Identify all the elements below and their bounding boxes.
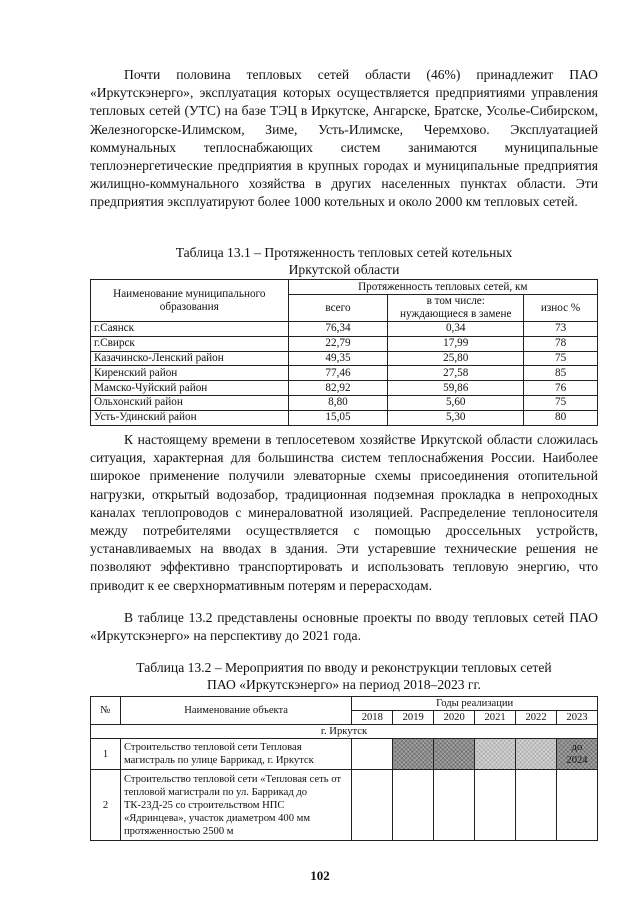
row-year-cell-2021 xyxy=(475,770,516,841)
paragraph-heat-networks-ownership: Почти половина тепловых сетей области (46%) принадлежит ПАО «Иркутскэнерго», эксплуатация которых осуществляется предприятиями управления тепловых сетей (УТС) на базе ТЭЦ в Иркутске, Ангарске, Братске, Усолье-Сибирском, Железногорске-Илимском, Зиме, Усть-Илимске, Черемхово. Эксплуатацией коммунальных теплоснабжающих систем занимаются муниципальные теплоэнергетические предприятия в крупных городах и муниципальные предприятия жилищно-коммунального хозяйства в других населенных пунктах области. Эти предприятия эксплуатируют более 1000 котельных и около 2000 км тепловых сетей. xyxy=(90,67,598,210)
row-total: 15,05 xyxy=(288,410,388,425)
table-row xyxy=(91,336,598,351)
table1-caption xyxy=(90,244,598,278)
row-name: Усть-Удинский район xyxy=(91,410,289,425)
row-replace: 0,34 xyxy=(388,322,524,337)
row-year-cell-2019 xyxy=(393,770,434,841)
row-total: 77,46 xyxy=(288,366,388,381)
table-heat-network-length xyxy=(90,279,598,426)
row-year-cell-2022-filled xyxy=(516,739,557,770)
row-total: 49,35 xyxy=(288,351,388,366)
table2-header-object: Наименование объекта xyxy=(120,697,351,725)
row-name: Ольхонский район xyxy=(91,395,289,410)
table-row xyxy=(91,381,598,396)
table-heat-network-projects xyxy=(90,696,598,841)
row-year-cell-2023 xyxy=(557,770,598,841)
table1-caption-line1: Таблица 13.1 – Протяженность тепловых сетей котельных xyxy=(175,245,513,260)
row-replace: 25,80 xyxy=(388,351,524,366)
table-row xyxy=(91,351,598,366)
table2-year-2023: 2023 xyxy=(557,711,598,725)
table2-header-years: Годы реализации xyxy=(352,697,598,711)
table1-header-group: Протяженность тепловых сетей, км xyxy=(288,280,597,295)
table2-year-2022: 2022 xyxy=(516,711,557,725)
row-wear: 75 xyxy=(524,395,598,410)
row-replace: 27,58 xyxy=(388,366,524,381)
row-object-name: Строительство тепловой сети Тепловая магистраль по улице Баррикад, г. Иркутск xyxy=(120,739,351,770)
row-year-cell-2018 xyxy=(352,770,393,841)
row-wear: 80 xyxy=(524,410,598,425)
table-row xyxy=(91,410,598,425)
row-wear: 78 xyxy=(524,336,598,351)
row-year-cell-2020 xyxy=(434,770,475,841)
table-row xyxy=(91,366,598,381)
table2-caption-line1: Таблица 13.2 – Мероприятия по вводу и реконструкции тепловых сетей xyxy=(136,660,552,675)
row-name: г.Свирск xyxy=(91,336,289,351)
row-year-cell-2021-filled xyxy=(475,739,516,770)
row-year-cell-2023-filled: до 2024 xyxy=(557,739,598,770)
row-total: 8,80 xyxy=(288,395,388,410)
row-replace: 59,86 xyxy=(388,381,524,396)
row-wear: 85 xyxy=(524,366,598,381)
table-row xyxy=(91,322,598,337)
row-total: 76,34 xyxy=(288,322,388,337)
row-object-name: Строительство тепловой сети «Тепловая сеть от тепловой магистрали по ул. Баррикад до ТК-23Д-25 со строительством НПС «Ядринцева», участок диаметром 400 мм протяженностью 2500 м xyxy=(120,770,351,841)
row-year-cell-2018 xyxy=(352,739,393,770)
row-total: 82,92 xyxy=(288,381,388,396)
table2-header-num: № xyxy=(91,697,121,725)
row-replace: 5,60 xyxy=(388,395,524,410)
row-year-cell-2022 xyxy=(516,770,557,841)
row-replace: 17,99 xyxy=(388,336,524,351)
row-name: Казачинско-Ленский район xyxy=(91,351,289,366)
table1-header-wear: износ % xyxy=(524,295,598,322)
table2-year-2021: 2021 xyxy=(475,711,516,725)
table1-header-replace: в том числе: нуждающиеся в замене xyxy=(388,295,524,322)
paragraph-table-reference: В таблице 13.2 представлены основные проекты по вводу тепловых сетей ПАО «Иркутскэнерго» на перспективу до 2021 года. xyxy=(90,610,598,644)
table2-city-row: г. Иркутск xyxy=(91,725,598,739)
row-name: Киренский район xyxy=(91,366,289,381)
row-num: 2 xyxy=(91,770,121,841)
table2-caption xyxy=(90,659,598,693)
row-name: Мамско-Чуйский район xyxy=(91,381,289,396)
table-row xyxy=(91,395,598,410)
table2-caption-line2: ПАО «Иркутскэнерго» на период 2018–2023 гг. xyxy=(207,677,481,692)
page-number: 102 xyxy=(310,868,330,883)
table1-header-total: всего xyxy=(288,295,388,322)
table-row xyxy=(91,770,598,841)
table1-header-name: Наименование муниципального образования xyxy=(91,280,289,322)
table-row xyxy=(91,739,598,770)
row-num: 1 xyxy=(91,739,121,770)
row-name: г.Саянск xyxy=(91,322,289,337)
row-year-cell-2019-filled xyxy=(393,739,434,770)
row-wear: 73 xyxy=(524,322,598,337)
table2-year-2020: 2020 xyxy=(434,711,475,725)
row-replace: 5,30 xyxy=(388,410,524,425)
table2-year-2018: 2018 xyxy=(352,711,393,725)
table1-caption-line2: Иркутской области xyxy=(288,262,400,277)
row-total: 22,79 xyxy=(288,336,388,351)
table2-year-2019: 2019 xyxy=(393,711,434,725)
paragraph-current-situation: К настоящему времени в теплосетевом хозяйстве Иркутской области сложилась ситуация, характерная для большинства систем теплоснабжения России. Наиболее широкое применение получили элеваторные схемы присоединения отопительной нагрузки, открытый водозабор, традиционная подземная прокладка в непроходных каналах теплопроводов с минераловатной изоляцией. Распределение теплоносителя между потребителями осуществляется с помощью дроссельных устройств, устанавливаемых на вводах в здания. Эти устаревшие технические решения не позволяют эффективно транспортировать и использовать тепловую энергию, что приводит к ее сверхнормативным потерям и перерасходам. xyxy=(90,432,598,593)
row-wear: 76 xyxy=(524,381,598,396)
row-year-cell-2020-filled xyxy=(434,739,475,770)
row-wear: 75 xyxy=(524,351,598,366)
